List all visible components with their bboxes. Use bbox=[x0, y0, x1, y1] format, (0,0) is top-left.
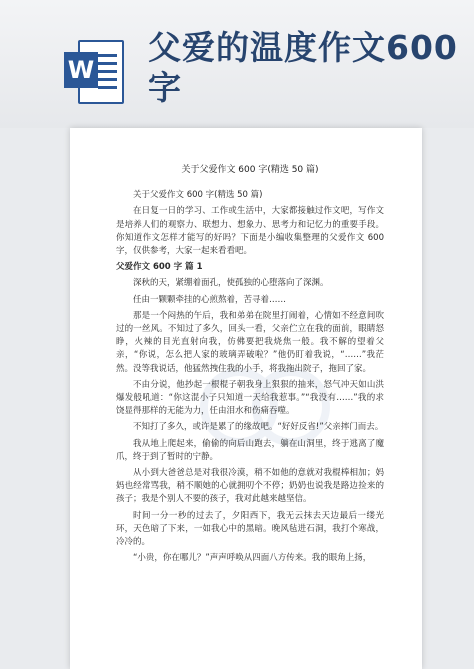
banner bbox=[0, 0, 474, 128]
paragraph: 不由分说，他抄起一根棍子朝我身上狠狠的抽来，怒气冲天如山洪爆发般吼道：“你这混小子只知道一天给我惹事。”“我没有……”我的求饶显得那样的无能为力，任由泪水和伤痛吞噬。 bbox=[116, 379, 384, 417]
paragraph: 那是一个闷热的午后，我和弟弟在院里打闹着，心情如不经意间吹过的一丝风。不知过了多久，回头一看，父亲伫立在我的面前，眼睛怒睁，火辣的目光直射向我，仿佛要把我烧焦一般。我不解的望着父亲，“你说，怎么把人家的玻璃弄破啦？”他仍盯着我说，“……”我茫然。没等我说话，他猛然拽住我的小手，将我拖出院子，拖回了家。 bbox=[116, 310, 384, 374]
paragraph: 我从地上爬起来，偷偷的向后山跑去，躺在山洞里，终于逃离了魔爪，终于到了暂时的宁静。 bbox=[116, 438, 384, 462]
document-page bbox=[70, 128, 422, 669]
paragraph: 深秋的天，紧绷着面孔，使孤独的心堕落向了深渊。 bbox=[133, 278, 329, 289]
word-doc-icon bbox=[64, 36, 122, 106]
paragraph: 在日复一日的学习、工作或生活中，大家都接触过作文吧，写作文是培养人们的观察力、联想力、想象力、思考力和记忆力的重要手段。你知道作文怎样才能写的好吗？下面是小编收集整理的父爱作文 600 字，仅供参考，大家一起来看看吧。 bbox=[116, 206, 384, 257]
intro-line: 关于父爱作文 600 字(精选 50 篇) bbox=[133, 190, 263, 201]
paragraph: 不知打了多久，或许是累了的缘故吧。“好好反省!”父亲摔门而去。 bbox=[133, 422, 384, 433]
document-title: 父爱的温度作文600字 bbox=[148, 28, 458, 107]
paragraph: “小贵，你在哪儿？”声声呼唤从四面八方传来。我的眼角上扬， bbox=[133, 553, 372, 564]
word-badge-letter: W bbox=[64, 52, 98, 88]
paragraph: 从小到大爸爸总是对我很冷漠，稍不如他的意就对我棍棒相加；妈妈也经常骂我，稍不顺她的心就拥叨个不停；奶奶也说我是路边捡来的孩子；我是个别人不要的孩子，我对此越来越坚信。 bbox=[116, 468, 384, 505]
document-body bbox=[116, 164, 384, 568]
paragraph: 任由一颗颗牵挂的心煎熬着，苦寻着…… bbox=[133, 294, 287, 305]
section-heading: 父爱作文 600 字 篇 1 bbox=[116, 262, 203, 273]
document-heading: 关于父爱作文 600 字(精选 50 篇) bbox=[181, 165, 319, 175]
paragraph: 时间一分一秒的过去了，夕阳西下，我无云抹去天边最后一缕光环，天色暗了下来，一如我心中的黑暗。晚风毡进石洞，我打个寒战，冷冷的。 bbox=[116, 510, 384, 548]
